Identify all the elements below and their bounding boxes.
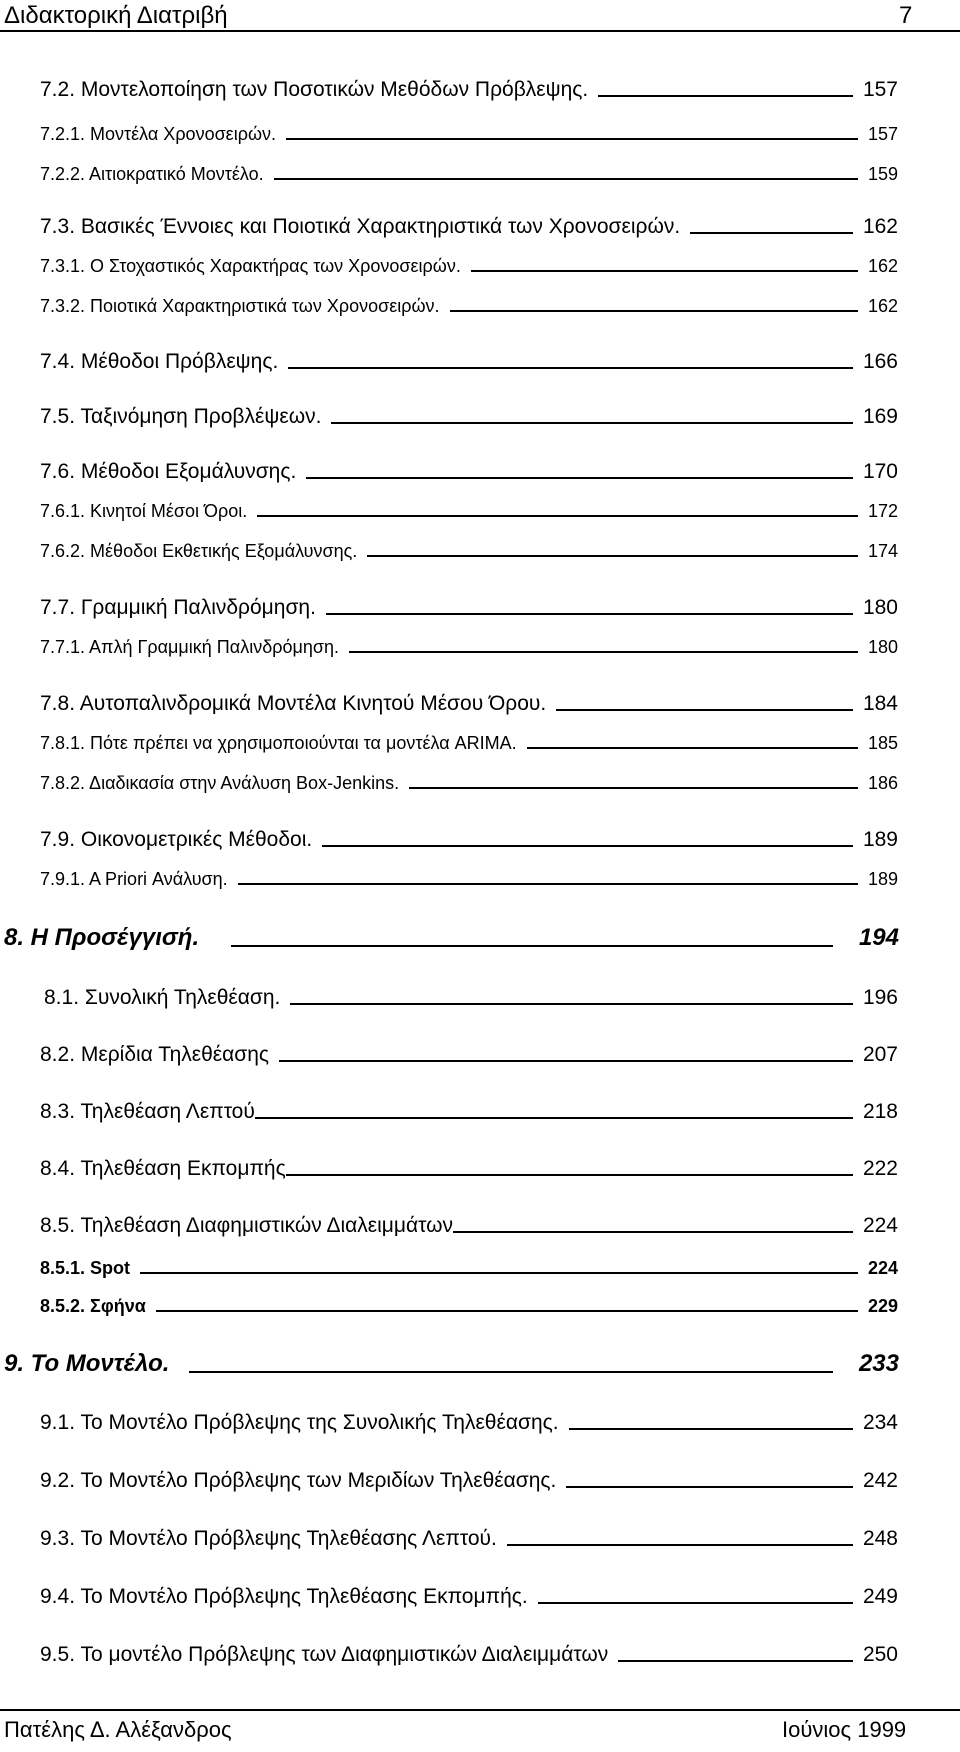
toc-entry-page: 157 [862,78,898,101]
toc-entry [40,78,898,102]
toc-entry [40,1043,898,1067]
toc-leader [453,1231,853,1233]
toc-leader [288,367,853,369]
toc-entry-label: 7.6.1. Κινητοί Μέσοι Όροι. [40,501,248,521]
toc-entry [40,541,898,562]
toc-entry-label: 7.2.2. Αιτιοκρατικό Μοντέλο. [40,164,264,184]
toc-entry-page: 174 [867,541,898,561]
document-title: Διδακτορική Διατριβή [4,2,228,29]
toc-leader [189,1371,833,1373]
toc-entry [40,1214,898,1238]
toc-entry-label: 7.2.1. Μοντέλα Χρονοσειρών. [40,124,277,144]
toc-entry-page: 224 [862,1214,898,1237]
toc-entry-page: 207 [862,1043,898,1066]
toc-entry [40,405,898,429]
toc-entry-page: 194 [858,924,899,951]
toc-leader [690,232,853,234]
toc-entry [40,637,898,658]
toc-entry-page: 233 [858,1350,899,1377]
toc-leader [255,1117,853,1119]
toc-entry-page: 218 [862,1100,898,1123]
toc-entry [40,215,898,239]
toc-entry-label: 7.7.1. Απλή Γραμμική Παλινδρόμηση. [40,637,339,657]
toc-entry [44,986,898,1010]
toc-entry-page: 166 [862,350,898,373]
toc-leader [349,651,858,653]
toc-entry-page: 229 [867,1296,898,1316]
toc-entry-page: 180 [862,596,898,619]
toc-entry-label: 7.4. Μέθοδοι Πρόβλεψης. [40,350,279,373]
toc-entry-label: 7.3.2. Ποιοτικά Χαρακτηριστικά των Χρονοσειρών. [40,296,440,316]
toc-leader [618,1660,853,1662]
toc-entry-label: 7.8.2. Διαδικασία στην Ανάλυση Box-Jenkins. [40,773,400,793]
toc-entry-label: 8.2. Μερίδια Τηλεθέασης [40,1043,270,1066]
toc-entry-label: 7.9.1. A Priori Ανάλυση. [40,869,228,889]
toc-leader [409,787,858,789]
toc-entry-page: 189 [862,828,898,851]
toc-entry [40,1469,898,1493]
toc-entry [40,1296,898,1317]
toc-entry-page: 186 [867,773,898,793]
toc-leader [527,747,858,749]
toc-entry-label: 8.3. Τηλεθέαση Λεπτού [40,1100,255,1123]
toc-leader [140,1272,858,1274]
toc-leader [331,422,853,424]
toc-entry-label: 8. Η Προσέγγισή. [4,924,200,951]
toc-leader [322,845,853,847]
toc-entry-label: 9.3. Το Μοντέλο Πρόβλεψης Τηλεθέασης Λεπτού. [40,1527,497,1550]
page-footer [0,1709,960,1752]
toc-entry [40,1643,898,1667]
toc-entry [40,596,898,620]
toc-leader [507,1544,853,1546]
toc-entry-label: 9.2. Το Μοντέλο Πρόβλεψης των Μεριδίων Τηλεθέασης. [40,1469,557,1492]
toc-entry [40,869,898,890]
toc-leader [538,1602,853,1604]
toc-entry-label: 7.6.2. Μέθοδοι Εκθετικής Εξομάλυνσης. [40,541,358,561]
toc-entry-page: 196 [862,986,898,1009]
toc-entry-label: 7.7. Γραμμική Παλινδρόμηση. [40,596,316,619]
toc-leader [566,1486,853,1488]
toc-entry-label: 9.4. Το Μοντέλο Πρόβλεψης Τηλεθέασης Εκπομπής. [40,1585,528,1608]
author-name: Πατέλης Δ. Αλέξανδρος [4,1717,232,1742]
toc-entry [40,1585,898,1609]
toc-entry [40,1157,898,1181]
toc-entry-label: 7.3. Βασικές Έννοιες και Ποιοτικά Χαρακτηριστικά των Χρονοσειρών. [40,215,681,238]
toc-entry-page: 172 [867,501,898,521]
toc-entry-label: 7.8.1. Πότε πρέπει να χρησιμοποιούνται τα μοντέλα ARIMA. [40,733,517,753]
toc-entry-page: 249 [862,1585,898,1608]
toc-entry-label: 7.9. Οικονομετρικές Μέθοδοι. [40,828,313,851]
toc-entry [40,828,898,852]
toc-entry [4,1350,899,1378]
toc-entry-page: 224 [867,1258,898,1278]
toc-entry-label: 7.6. Μέθοδοι Εξομάλυνσης. [40,460,297,483]
toc-leader [279,1060,853,1062]
toc-entry-label: 7.2. Μοντελοποίηση των Ποσοτικών Μεθόδων Πρόβλεψης. [40,78,589,101]
toc-entry-page: 159 [867,164,898,184]
toc-entry-label: 9.5. Το μοντέλο Πρόβλεψης των Διαφημιστικών Διαλειμμάτων [40,1643,609,1666]
toc-leader [238,883,858,885]
toc-leader [450,310,858,312]
toc-entry-page: 248 [862,1527,898,1550]
toc-entry [40,296,898,317]
toc-leader [471,270,858,272]
toc-entry-label: 8.5. Τηλεθέαση Διαφημιστικών Διαλειμμάτων [40,1214,454,1237]
toc-entry [40,1411,898,1435]
toc-leader [257,515,858,517]
toc-entry-page: 170 [862,460,898,483]
toc-leader [306,477,853,479]
toc-entry [40,124,898,145]
toc-entry-page: 189 [867,869,898,889]
toc-entry-label: 8.1. Συνολική Τηλεθέαση. [44,986,281,1009]
toc-entry-page: 222 [862,1157,898,1180]
toc-entry-page: 180 [867,637,898,657]
toc-entry [40,164,898,185]
toc-entry [40,733,898,754]
toc-entry-label: 8.5.2. Σφήνα [40,1296,146,1316]
toc-entry [40,350,898,374]
toc-entry [40,773,898,794]
toc-entry-page: 162 [862,215,898,238]
toc-leader [231,945,833,947]
toc-entry-page: 162 [867,296,898,316]
toc-entry-label: 7.8. Αυτοπαλινδρομικά Μοντέλα Κινητού Μέσου Όρου. [40,692,547,715]
toc-leader [367,555,858,557]
toc-leader [598,95,853,97]
toc-leader [556,709,853,711]
document-date: Ιούνιος 1999 [782,1717,907,1742]
toc-entry [4,924,899,952]
toc-entry-label: 9.1. Το Μοντέλο Πρόβλεψης της Συνολικής Τηλεθέασης. [40,1411,559,1434]
toc-entry [40,1527,898,1551]
page-number: 7 [899,2,913,29]
toc-leader [326,613,853,615]
toc-entry [40,1258,898,1279]
toc-entry [40,1100,898,1124]
toc-leader [286,138,858,140]
toc-entry-page: 185 [867,733,898,753]
toc-entry-page: 169 [862,405,898,428]
toc-entry-label: 8.4. Τηλεθέαση Εκπομπής [40,1157,286,1180]
toc-entry-label: 9. Το Μοντέλο. [4,1350,170,1377]
toc-entry-label: 7.5. Ταξινόμηση Προβλέψεων. [40,405,322,428]
toc-leader [290,1003,853,1005]
toc-entry [40,501,898,522]
toc-leader [274,178,858,180]
toc-entry-page: 250 [862,1643,898,1666]
toc-entry-page: 157 [867,124,898,144]
toc-entry [40,460,898,484]
toc-entry-label: 7.3.1. Ο Στοχαστικός Χαρακτήρας των Χρονοσειρών. [40,256,461,276]
toc-leader [569,1428,853,1430]
toc-entry-page: 184 [862,692,898,715]
toc-leader [156,1310,858,1312]
toc-entry [40,256,898,277]
toc-entry [40,692,898,716]
toc-entry-page: 162 [867,256,898,276]
toc-entry-page: 234 [862,1411,898,1434]
toc-entry-label: 8.5.1. Spot [40,1258,131,1278]
toc-entry-page: 242 [862,1469,898,1492]
toc-leader [286,1174,853,1176]
